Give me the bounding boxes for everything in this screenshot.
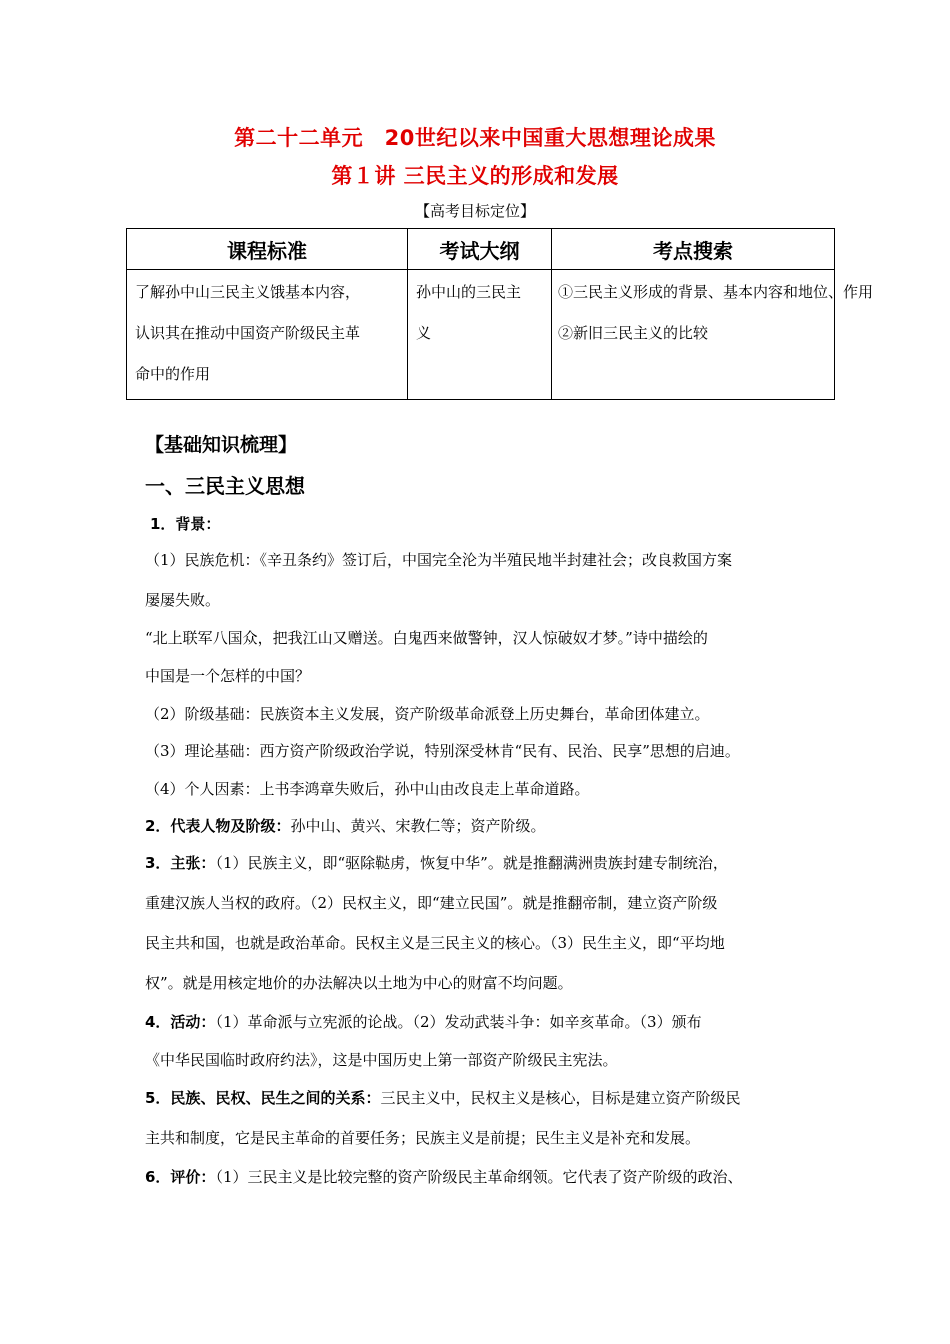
subsection-heading: 一、三民主义思想 [145,474,305,498]
paragraph-line [150,513,220,534]
paragraph-line [145,1087,740,1108]
paragraph-line [145,932,725,953]
paragraph-line [145,852,728,873]
cell-text: ②新旧三民主义的比较 [558,324,709,342]
line-text: 重建汉族人当权的政府。（2）民权主义，即“建立民国”。就是推翻帝制，建立资产阶级 [145,894,718,912]
cell-text: ①三民主义形成的背景、基本内容和地位、作用 [558,283,874,301]
cell-text: 义 [416,324,432,342]
paragraph-line [145,627,708,648]
line-label: 1．背景： [150,515,221,533]
line-text: （2）阶级基础：民族资本主义发展，资产阶级革命派登上历史舞台，革命团体建立。 [145,705,710,723]
line-label: 4．活动： [145,1013,216,1031]
header-curriculum: 课程标准 [127,229,408,270]
cell-syllabus [408,270,552,400]
line-label: 5．民族、民权、民生之间的关系： [145,1089,381,1107]
line-text: 《中华民国临时政府约法》，这是中国历史上第一部资产阶级民主宪法。 [145,1051,618,1069]
line-text: （1）三民主义是比较完整的资产阶级民主革命纲领。它代表了资产阶级的政治、 [215,1168,743,1186]
line-text: 屡屡失败。 [145,591,221,609]
section-heading: 【基础知识梳理】 [145,434,298,456]
cell-curriculum [127,270,408,400]
unit-title: 第二十二单元 20世纪以来中国重大思想理论成果 [234,126,716,150]
lesson-title: 第１讲 三民主义的形成和发展 [331,164,619,188]
line-label: 6．评价： [145,1168,216,1186]
line-text: （1）革命派与立宪派的论战。（2）发动武装斗争：如辛亥革命。（3）颁布 [215,1013,702,1031]
line-text: 民主共和国，也就是政治革命。民权主义是三民主义的核心。（3）民生主义，即“平均地 [145,934,725,952]
line-text: （4）个人因素：上书李鸿章失败后，孙中山由改良走上革命道路。 [145,780,590,798]
cell-search [552,270,874,400]
line-text: 权”。就是用核定地价的办法解决以土地为中心的财富不均问题。 [145,974,573,992]
paragraph-line [145,1127,700,1148]
header-search: 考点搜索 [552,229,835,270]
paragraph-line [145,892,717,913]
paragraph-line [145,740,740,761]
table-row [127,270,835,400]
header-syllabus: 考试大纲 [408,229,552,270]
cell-text: 认识其在推动中国资产阶级民主革 [135,324,361,342]
line-label: 2．代表人物及阶级： [145,817,291,835]
paragraph-line [145,1049,618,1070]
line-text: 主共和制度，它是民主革命的首要任务；民族主义是前提；民生主义是补充和发展。 [145,1129,701,1147]
table-header-row [127,229,835,270]
paragraph-line [145,1011,702,1032]
cell-text: 了解孙中山三民主义饿基本内容， [135,283,361,301]
line-text: （3）理论基础：西方资产阶级政治学说，特别深受林肯“民有、民治、民享”思想的启迪。 [145,742,740,760]
paragraph-line [145,778,590,799]
cell-text: 孙中山的三民主 [416,283,522,301]
cell-text: 命中的作用 [135,365,211,383]
line-text: 三民主义中，民权主义是核心，目标是建立资产阶级民 [380,1089,741,1107]
paragraph-line [145,589,220,610]
paragraph-line [145,1166,743,1187]
line-text: （1）民族危机：《辛丑条约》签订后，中国完全沦为半殖民地半封建社会；改良救国方案 [145,551,733,569]
paragraph-line [145,972,573,993]
paragraph-line [145,665,310,686]
target-label: 【高考目标定位】 [414,202,535,220]
paragraph-line [145,815,545,836]
paragraph-line [145,703,710,724]
paragraph-line [145,549,732,570]
goals-table [126,228,874,400]
line-text: 孙中山、黄兴、宋教仁等；资产阶级。 [290,817,546,835]
line-label: 3．主张： [145,854,216,872]
line-text: 中国是一个怎样的中国？ [145,667,311,685]
line-text: “北上联军八国众，把我江山又赠送。白鬼西来做警钟，汉人惊破奴才梦。”诗中描绘的 [145,629,708,647]
line-text: （1）民族主义，即“驱除鞑虏，恢复中华”。就是推翻满洲贵族封建专制统治， [215,854,728,872]
